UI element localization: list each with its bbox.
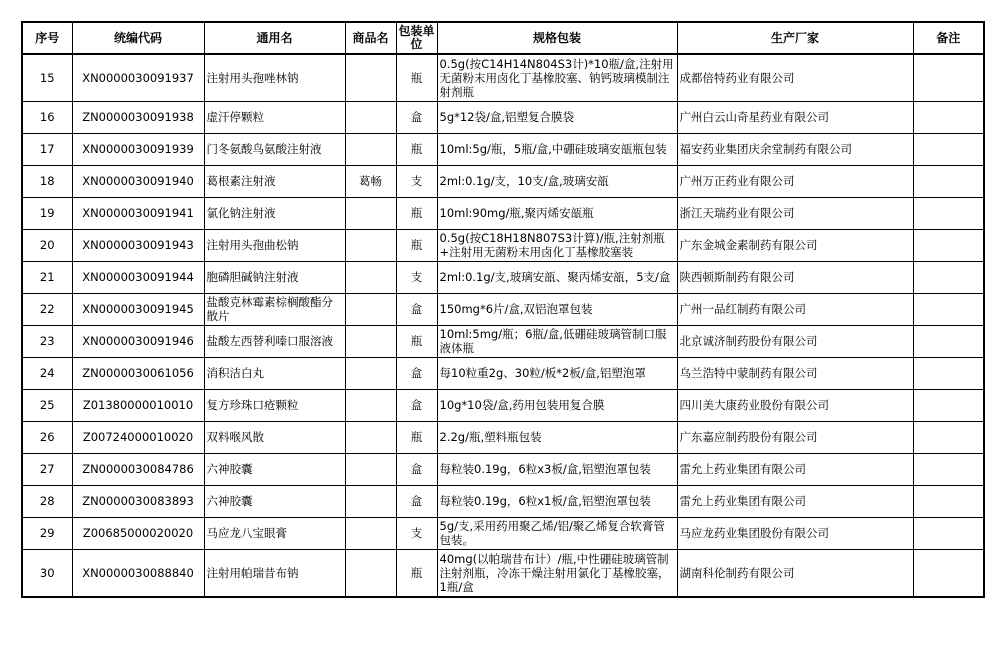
cell-no: 22 — [22, 293, 72, 325]
cell-brand-name — [345, 197, 396, 229]
cell-code: XN0000030091945 — [72, 293, 204, 325]
cell-brand-name — [345, 485, 396, 517]
cell-package-unit: 支 — [396, 517, 437, 549]
table-row — [22, 485, 984, 517]
cell-code: XN0000030091940 — [72, 165, 204, 197]
table-row — [22, 293, 984, 325]
cell-generic-name: 六神胶囊 — [204, 453, 345, 485]
cell-no: 15 — [22, 54, 72, 101]
table-row — [22, 389, 984, 421]
cell-generic-name: 消积洁白丸 — [204, 357, 345, 389]
header-generic-name: 通用名 — [204, 22, 345, 54]
cell-note — [913, 261, 984, 293]
cell-note — [913, 357, 984, 389]
cell-specification: 10ml:5mg/瓶；6瓶/盒,低硼硅玻璃管制口服液体瓶 — [437, 325, 677, 357]
header-manufacturer: 生产厂家 — [677, 22, 913, 54]
cell-no: 26 — [22, 421, 72, 453]
cell-package-unit: 瓶 — [396, 197, 437, 229]
cell-specification: 2ml:0.1g/支,玻璃安瓿、聚丙烯安瓿，5支/盒 — [437, 261, 677, 293]
cell-brand-name — [345, 229, 396, 261]
cell-package-unit: 盒 — [396, 485, 437, 517]
cell-generic-name: 盐酸左西替利嗪口服溶液 — [204, 325, 345, 357]
table-row — [22, 54, 984, 101]
cell-generic-name: 葛根素注射液 — [204, 165, 345, 197]
cell-package-unit: 盒 — [396, 357, 437, 389]
cell-manufacturer: 北京诚济制药股份有限公司 — [677, 325, 913, 357]
cell-package-unit: 盒 — [396, 389, 437, 421]
cell-specification: 0.5g(按C18H18N807S3计算)/瓶,注射剂瓶+注射用无菌粉末用卤化丁基橡胶塞装 — [437, 229, 677, 261]
cell-brand-name: 葛畅 — [345, 165, 396, 197]
cell-manufacturer: 雷允上药业集团有限公司 — [677, 453, 913, 485]
cell-manufacturer: 乌兰浩特中蒙制药有限公司 — [677, 357, 913, 389]
header-specification: 规格包装 — [437, 22, 677, 54]
cell-specification: 5g*12袋/盒,铝塑复合膜袋 — [437, 101, 677, 133]
cell-note — [913, 389, 984, 421]
cell-manufacturer: 陕西顿斯制药有限公司 — [677, 261, 913, 293]
cell-code: Z01380000010010 — [72, 389, 204, 421]
cell-code: XN0000030091944 — [72, 261, 204, 293]
cell-code: ZN0000030083893 — [72, 485, 204, 517]
cell-manufacturer: 成都倍特药业有限公司 — [677, 54, 913, 101]
cell-brand-name — [345, 54, 396, 101]
cell-manufacturer: 马应龙药业集团股份有限公司 — [677, 517, 913, 549]
cell-package-unit: 瓶 — [396, 549, 437, 597]
cell-brand-name — [345, 133, 396, 165]
cell-brand-name — [345, 421, 396, 453]
cell-specification: 0.5g(按C14H14N804S3计)*10瓶/盒,注射用无菌粉末用卤化丁基橡胶塞、钠钙玻璃模制注射剂瓶 — [437, 54, 677, 101]
cell-package-unit: 瓶 — [396, 133, 437, 165]
table-header — [22, 22, 984, 54]
cell-package-unit: 盒 — [396, 453, 437, 485]
cell-brand-name — [345, 261, 396, 293]
cell-note — [913, 229, 984, 261]
cell-specification: 2ml:0.1g/支，10支/盒,玻璃安瓿 — [437, 165, 677, 197]
table-row — [22, 325, 984, 357]
cell-generic-name: 六神胶囊 — [204, 485, 345, 517]
header-brand-name: 商品名 — [345, 22, 396, 54]
cell-no: 30 — [22, 549, 72, 597]
cell-manufacturer: 福安药业集团庆余堂制药有限公司 — [677, 133, 913, 165]
table-row — [22, 261, 984, 293]
cell-manufacturer: 广州万正药业有限公司 — [677, 165, 913, 197]
cell-manufacturer: 湖南科伦制药有限公司 — [677, 549, 913, 597]
cell-package-unit: 瓶 — [396, 421, 437, 453]
cell-no: 23 — [22, 325, 72, 357]
cell-no: 29 — [22, 517, 72, 549]
table-row — [22, 421, 984, 453]
cell-specification: 每粒装0.19g，6粒x3板/盒,铝塑泡罩包装 — [437, 453, 677, 485]
cell-generic-name: 复方珍珠口疮颗粒 — [204, 389, 345, 421]
table-row — [22, 229, 984, 261]
cell-note — [913, 517, 984, 549]
cell-generic-name: 注射用帕瑞昔布钠 — [204, 549, 345, 597]
cell-code: XN0000030088840 — [72, 549, 204, 597]
cell-code: Z00724000010020 — [72, 421, 204, 453]
cell-note — [913, 549, 984, 597]
cell-code: XN0000030091943 — [72, 229, 204, 261]
cell-specification: 2.2g/瓶,塑料瓶包装 — [437, 421, 677, 453]
cell-package-unit: 盒 — [396, 293, 437, 325]
cell-code: XN0000030091946 — [72, 325, 204, 357]
cell-generic-name: 胞磷胆碱钠注射液 — [204, 261, 345, 293]
cell-package-unit: 盒 — [396, 101, 437, 133]
cell-manufacturer: 雷允上药业集团有限公司 — [677, 485, 913, 517]
cell-brand-name — [345, 325, 396, 357]
cell-no: 16 — [22, 101, 72, 133]
cell-specification: 5g/支,采用药用聚乙烯/铝/聚乙烯复合软膏管包装。 — [437, 517, 677, 549]
cell-note — [913, 101, 984, 133]
cell-generic-name: 注射用头孢唑林钠 — [204, 54, 345, 101]
table-row — [22, 197, 984, 229]
cell-note — [913, 54, 984, 101]
cell-generic-name: 注射用头孢曲松钠 — [204, 229, 345, 261]
cell-no: 21 — [22, 261, 72, 293]
cell-no: 24 — [22, 357, 72, 389]
cell-specification: 10ml:5g/瓶，5瓶/盒,中硼硅玻璃安瓿瓶包装 — [437, 133, 677, 165]
cell-code: XN0000030091939 — [72, 133, 204, 165]
cell-manufacturer: 浙江天瑞药业有限公司 — [677, 197, 913, 229]
drug-catalog-table — [21, 21, 985, 598]
cell-brand-name — [345, 517, 396, 549]
cell-package-unit: 瓶 — [396, 229, 437, 261]
cell-generic-name: 氯化钠注射液 — [204, 197, 345, 229]
cell-specification: 每粒装0.19g，6粒x1板/盒,铝塑泡罩包装 — [437, 485, 677, 517]
table-row — [22, 357, 984, 389]
table-row — [22, 549, 984, 597]
cell-note — [913, 133, 984, 165]
cell-package-unit: 支 — [396, 261, 437, 293]
cell-manufacturer: 广东嘉应制药股份有限公司 — [677, 421, 913, 453]
cell-note — [913, 197, 984, 229]
cell-generic-name: 马应龙八宝眼膏 — [204, 517, 345, 549]
cell-note — [913, 453, 984, 485]
cell-code: XN0000030091941 — [72, 197, 204, 229]
cell-no: 19 — [22, 197, 72, 229]
cell-brand-name — [345, 389, 396, 421]
header-no: 序号 — [22, 22, 72, 54]
cell-generic-name: 虚汗停颗粒 — [204, 101, 345, 133]
cell-package-unit: 支 — [396, 165, 437, 197]
cell-code: ZN0000030061056 — [72, 357, 204, 389]
cell-no: 25 — [22, 389, 72, 421]
cell-specification: 150mg*6片/盒,双铝泡罩包装 — [437, 293, 677, 325]
cell-code: ZN0000030084786 — [72, 453, 204, 485]
table-row — [22, 453, 984, 485]
header-note: 备注 — [913, 22, 984, 54]
cell-brand-name — [345, 101, 396, 133]
cell-no: 27 — [22, 453, 72, 485]
cell-note — [913, 325, 984, 357]
cell-no: 20 — [22, 229, 72, 261]
cell-specification: 40mg(以帕瑞昔布计）/瓶,中性硼硅玻璃管制注射剂瓶，冷冻干燥注射用氯化丁基橡胶塞，1瓶/盒 — [437, 549, 677, 597]
header-code: 统编代码 — [72, 22, 204, 54]
cell-generic-name: 门冬氨酸鸟氨酸注射液 — [204, 133, 345, 165]
cell-brand-name — [345, 357, 396, 389]
cell-no: 28 — [22, 485, 72, 517]
cell-no: 17 — [22, 133, 72, 165]
cell-package-unit: 瓶 — [396, 325, 437, 357]
table-row — [22, 133, 984, 165]
cell-generic-name: 盐酸克林霉素棕榈酸酯分散片 — [204, 293, 345, 325]
cell-brand-name — [345, 293, 396, 325]
header-package-unit: 包装单位 — [396, 22, 437, 54]
cell-manufacturer: 广东金城金素制药有限公司 — [677, 229, 913, 261]
table-body — [22, 54, 984, 597]
cell-no: 18 — [22, 165, 72, 197]
cell-code: XN0000030091937 — [72, 54, 204, 101]
cell-note — [913, 293, 984, 325]
cell-specification: 每10粒重2g、30粒/板*2板/盒,铝塑泡罩 — [437, 357, 677, 389]
cell-package-unit: 瓶 — [396, 54, 437, 101]
cell-note — [913, 165, 984, 197]
cell-specification: 10g*10袋/盒,药用包装用复合膜 — [437, 389, 677, 421]
cell-code: ZN0000030091938 — [72, 101, 204, 133]
cell-code: Z00685000020020 — [72, 517, 204, 549]
table-row — [22, 101, 984, 133]
cell-note — [913, 421, 984, 453]
cell-generic-name: 双料喉风散 — [204, 421, 345, 453]
cell-manufacturer: 广州一品红制药有限公司 — [677, 293, 913, 325]
cell-brand-name — [345, 549, 396, 597]
cell-brand-name — [345, 453, 396, 485]
table-row — [22, 517, 984, 549]
table-row — [22, 165, 984, 197]
cell-note — [913, 485, 984, 517]
cell-specification: 10ml:90mg/瓶,聚丙烯安瓿瓶 — [437, 197, 677, 229]
cell-manufacturer: 广州白云山奇星药业有限公司 — [677, 101, 913, 133]
cell-manufacturer: 四川美大康药业股份有限公司 — [677, 389, 913, 421]
